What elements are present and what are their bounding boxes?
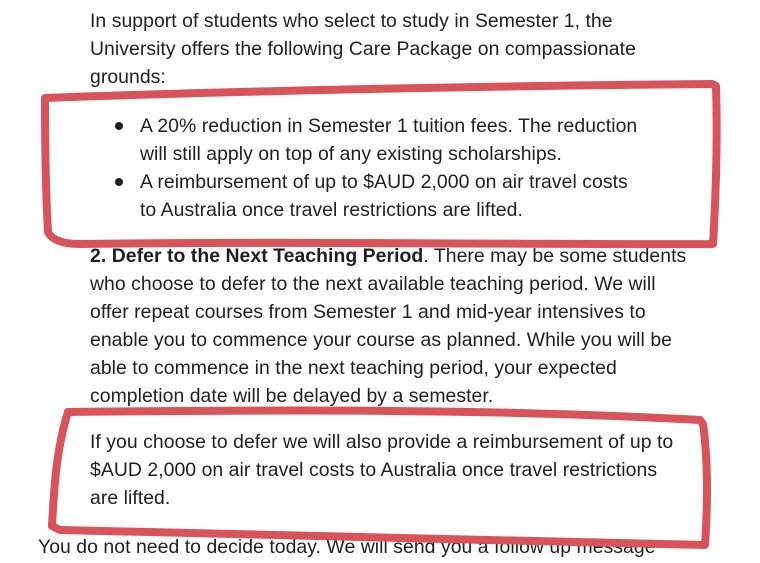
bullet-2-line-2: to Australia once travel restrictions are lifted. [140,199,523,221]
defer-line-2: who choose to defer to the next available teaching period. We will [90,273,656,295]
defer-line-1-rest: . There may be some students [423,245,687,267]
intro-line-3: grounds: [90,66,166,88]
intro-line-1: In support of students who select to study in Semester 1, the [90,10,613,32]
defer-line-1 [90,242,686,270]
bullet-1-line-2: will still apply on top of any existing scholarships. [140,143,562,165]
intro-line-2: University offers the following Care Package on compassionate [90,38,636,60]
closing-line: You do not need to decide today. We will send you a follow up message [38,536,656,558]
defer-line-4: enable you to commence your course as planned. While you will be [90,329,673,351]
reimbursement-line-3: are lifted. [90,487,171,509]
defer-line-6: completion date will be delayed by a semester. [90,385,494,407]
reimbursement-line-2: $AUD 2,000 on air travel costs to Australia once travel restrictions [90,459,658,481]
defer-line-3: offer repeat courses from Semester 1 and mid-year intensives to [90,301,646,323]
bullet-2-line-1: A reimbursement of up to $AUD 2,000 on air travel costs [140,171,628,193]
defer-line-5: able to commence in the next teaching period, your expected [90,357,617,379]
bullet-icon [115,122,123,130]
defer-heading: 2. Defer to the Next Teaching Period [90,245,424,267]
bullet-icon [115,178,123,186]
bullet-1-line-1: A 20% reduction in Semester 1 tuition fees. The reduction [140,115,638,137]
reimbursement-line-1: If you choose to defer we will also provide a reimbursement of up to [90,431,674,453]
